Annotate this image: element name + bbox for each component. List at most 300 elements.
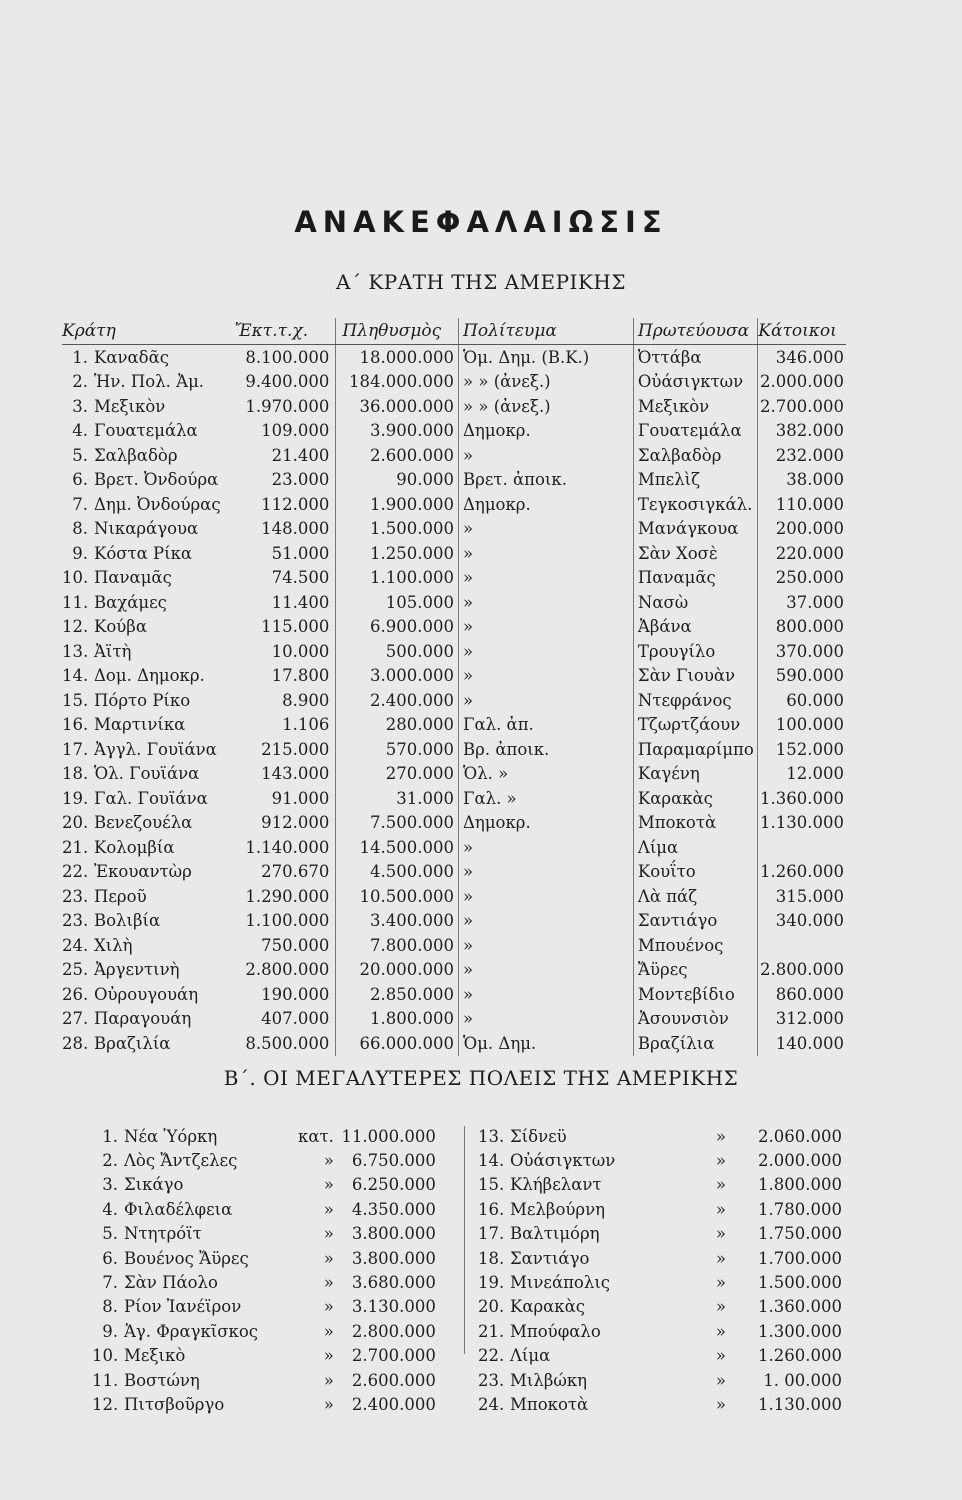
state-capital: Λίμα: [633, 835, 757, 860]
city-number: 18.: [478, 1248, 505, 1268]
city-number: 20.: [478, 1297, 505, 1317]
state-population: 4.500.000: [336, 860, 459, 885]
city-name: Καρακὰς: [510, 1297, 586, 1317]
city-name: Κλήβελαντ: [510, 1175, 602, 1195]
state-inhabitants: 2.700.000: [760, 396, 844, 416]
state-government: Ὁλ. »: [459, 762, 634, 787]
city-unit: »: [323, 1394, 334, 1414]
city-unit: »: [323, 1346, 334, 1366]
state-name: Βαχάμες: [94, 592, 167, 612]
state-inhabitants: 60.000: [786, 690, 844, 710]
state-name: Βρετ. Ὀνδούρα: [94, 470, 219, 490]
state-government: »: [459, 884, 634, 909]
state-row: [62, 786, 846, 811]
city-row: [478, 1124, 842, 1148]
state-number: 8.: [72, 519, 88, 539]
state-name: Κούβα: [94, 617, 147, 637]
state-name: Οὐρουγουάη: [94, 984, 199, 1004]
city-name-cell: [92, 1270, 298, 1294]
state-number: 11.: [62, 592, 89, 612]
state-name-cell: [62, 566, 229, 591]
city-population: 3.680.000: [351, 1273, 436, 1293]
state-row: [62, 517, 846, 542]
city-unit: κατ.: [298, 1126, 334, 1146]
city-number: 16.: [478, 1199, 505, 1219]
city-population: 1.700.000: [758, 1248, 842, 1268]
state-area: 8.900: [229, 688, 336, 713]
state-row: [62, 419, 846, 444]
state-population: 500.000: [336, 639, 459, 664]
city-name-cell: [478, 1368, 706, 1392]
city-number: 3.: [102, 1175, 118, 1195]
state-population: 1.100.000: [336, 566, 459, 591]
state-name-cell: [62, 615, 229, 640]
city-population: 11.000.000: [341, 1126, 436, 1146]
state-population: 6.900.000: [336, 615, 459, 640]
state-row: [62, 1031, 846, 1056]
state-population: 66.000.000: [336, 1031, 459, 1056]
city-unit: »: [715, 1126, 726, 1146]
city-number: 2.: [102, 1151, 118, 1171]
state-number: 20.: [62, 813, 89, 833]
state-area: 8.500.000: [229, 1031, 336, 1056]
state-row: [62, 590, 846, 615]
state-row: [62, 982, 846, 1007]
city-name: Μινεάπολις: [510, 1273, 611, 1293]
state-area: 1.140.000: [229, 835, 336, 860]
state-name: Ὁλ. Γουϊάνα: [94, 764, 200, 784]
state-inhabitants: 590.000: [775, 666, 844, 686]
city-row: [478, 1270, 842, 1294]
city-population: 2.600.000: [351, 1370, 436, 1390]
state-name-cell: [62, 345, 229, 370]
state-government: Βρ. ἀποικ.: [459, 737, 634, 762]
state-population: 3.900.000: [336, 419, 459, 444]
state-name: Χιλὴ: [94, 935, 133, 955]
state-row: [62, 664, 846, 689]
city-population: 1.260.000: [758, 1346, 842, 1366]
state-population: 18.000.000: [336, 345, 459, 370]
state-inhabitants: 140.000: [775, 1033, 844, 1053]
state-area: 9.400.000: [229, 370, 336, 395]
city-name-cell: [92, 1197, 298, 1221]
state-government: Δημοκρ.: [459, 492, 634, 517]
city-number: 17.: [478, 1224, 505, 1244]
state-capital: Γουατεμάλα: [633, 419, 757, 444]
header-population: Πληθυσμὸς: [336, 318, 459, 345]
city-row: [478, 1319, 842, 1343]
state-capital: Ἀσουνσιὸν: [633, 1007, 757, 1032]
state-number: 27.: [62, 1009, 89, 1029]
city-name: Πιτσβοῦργο: [124, 1394, 225, 1414]
state-row: [62, 468, 846, 493]
state-area: 112.000: [229, 492, 336, 517]
header-area: Ἔκτ.τ.χ.: [229, 318, 336, 345]
state-row: [62, 345, 846, 370]
city-name-cell: [92, 1246, 298, 1270]
city-name-cell: [92, 1295, 298, 1319]
city-name-cell: [92, 1319, 298, 1343]
city-number: 5.: [102, 1224, 118, 1244]
state-number: 4.: [72, 421, 88, 441]
state-capital: Τζωρτζάουν: [633, 713, 757, 738]
state-number: 12.: [62, 617, 89, 637]
city-number: 4.: [102, 1199, 118, 1219]
state-name: Περοῦ: [94, 886, 147, 906]
state-number: 9.: [72, 543, 88, 563]
city-population: 2.700.000: [351, 1346, 436, 1366]
state-name: Πόρτο Ρίκο: [94, 690, 191, 710]
state-area: 215.000: [229, 737, 336, 762]
state-number: 25.: [62, 960, 89, 980]
state-inhabitants: 100.000: [775, 715, 844, 735]
city-number: 9.: [102, 1321, 118, 1341]
state-number: 21.: [62, 837, 89, 857]
city-row: [478, 1344, 842, 1368]
city-population: 4.350.000: [351, 1199, 436, 1219]
state-inhabitants: [758, 835, 846, 860]
state-capital: Ντεφράνος: [633, 688, 757, 713]
state-name-cell: [62, 492, 229, 517]
state-name: Γουατεμάλα: [94, 421, 198, 441]
city-number: 8.: [102, 1297, 118, 1317]
state-number: 22.: [62, 862, 89, 882]
state-inhabitants: 2.800.000: [760, 960, 844, 980]
state-number: 24.: [62, 935, 89, 955]
city-row: [92, 1148, 436, 1172]
state-inhabitants: 232.000: [775, 445, 844, 465]
state-number: 26.: [62, 984, 89, 1004]
state-area: 21.400: [229, 443, 336, 468]
state-capital: Μοντεβίδιο: [633, 982, 757, 1007]
city-row: [92, 1246, 436, 1270]
city-row: [92, 1392, 436, 1416]
state-inhabitants: 38.000: [786, 470, 844, 490]
state-name-cell: [62, 811, 229, 836]
state-inhabitants: 346.000: [775, 347, 844, 367]
state-name-cell: [62, 786, 229, 811]
state-government: »: [459, 982, 634, 1007]
city-population: 2.400.000: [351, 1394, 436, 1414]
city-number: 7.: [102, 1273, 118, 1293]
state-government: »: [459, 615, 634, 640]
state-population: 270.000: [336, 762, 459, 787]
state-number: 5.: [72, 445, 88, 465]
state-area: 1.100.000: [229, 909, 336, 934]
state-capital: Καρακὰς: [633, 786, 757, 811]
city-name: Λίμα: [510, 1346, 551, 1366]
city-name-cell: [478, 1148, 706, 1172]
state-capital: Λὰ πάζ: [633, 884, 757, 909]
state-number: 28.: [62, 1033, 89, 1053]
city-name: Σαντιάγο: [510, 1248, 590, 1268]
city-population: 1. 00.000: [763, 1370, 842, 1390]
state-row: [62, 860, 846, 885]
state-government: »: [459, 541, 634, 566]
city-row: [478, 1368, 842, 1392]
city-unit: »: [323, 1199, 334, 1219]
city-number: 12.: [92, 1394, 119, 1414]
state-name-cell: [62, 639, 229, 664]
city-row: [478, 1197, 842, 1221]
city-name-cell: [92, 1368, 298, 1392]
state-name-cell: [62, 762, 229, 787]
state-area: 115.000: [229, 615, 336, 640]
state-name: Ἀϊτὴ: [94, 641, 132, 661]
city-name-cell: [478, 1124, 706, 1148]
state-area: 190.000: [229, 982, 336, 1007]
state-population: 3.000.000: [336, 664, 459, 689]
state-name-cell: [62, 958, 229, 983]
page-title: ΑΝΑΚΕΦΑΛΑΙΩΣΙΣ: [294, 205, 668, 239]
state-row: [62, 566, 846, 591]
state-name-cell: [62, 517, 229, 542]
state-population: 31.000: [336, 786, 459, 811]
state-name: Μαρτινίκα: [94, 715, 186, 735]
state-name: Βενεζουέλα: [94, 813, 193, 833]
city-name: Μπούφαλο: [510, 1321, 601, 1341]
state-inhabitants: 340.000: [775, 911, 844, 931]
city-row: [92, 1368, 436, 1392]
state-name-cell: [62, 1007, 229, 1032]
state-name: Ἡν. Πολ. Ἀμ.: [94, 372, 205, 392]
state-name: Μεξικὸν: [94, 396, 166, 416]
city-population: 1.360.000: [758, 1297, 842, 1317]
header-government: Πολίτευμα: [459, 318, 634, 345]
state-population: 10.500.000: [336, 884, 459, 909]
state-area: 912.000: [229, 811, 336, 836]
state-government: »: [459, 664, 634, 689]
header-capital: Πρωτεύουσα: [633, 318, 757, 345]
state-population: 14.500.000: [336, 835, 459, 860]
city-name: Ντητρόϊτ: [124, 1224, 202, 1244]
city-unit: »: [715, 1151, 726, 1171]
city-name: Βαλτιμόρη: [510, 1224, 600, 1244]
city-number: 19.: [478, 1273, 505, 1293]
state-name: Βολιβία: [94, 911, 161, 931]
state-area: 23.000: [229, 468, 336, 493]
state-name: Σαλβαδὸρ: [94, 445, 178, 465]
state-government: »: [459, 933, 634, 958]
state-population: 1.500.000: [336, 517, 459, 542]
state-population: 570.000: [336, 737, 459, 762]
state-government: »: [459, 639, 634, 664]
city-row: [92, 1124, 436, 1148]
state-name: Ἐκουαντὼρ: [94, 862, 192, 882]
state-inhabitants: 152.000: [775, 739, 844, 759]
city-number: 14.: [478, 1151, 505, 1171]
state-government: »: [459, 835, 634, 860]
city-unit: »: [715, 1248, 726, 1268]
state-capital: Τεγκοσιγκάλ.: [633, 492, 757, 517]
city-unit: »: [323, 1321, 334, 1341]
state-population: 20.000.000: [336, 958, 459, 983]
state-capital: Βραζίλια: [633, 1031, 757, 1056]
state-name: Δομ. Δημοκρ.: [94, 666, 205, 686]
state-row: [62, 933, 846, 958]
state-government: »: [459, 958, 634, 983]
city-row: [92, 1319, 436, 1343]
state-capital: Σὰν Χοσὲ: [633, 541, 757, 566]
state-inhabitants: 37.000: [786, 592, 844, 612]
state-area: 10.000: [229, 639, 336, 664]
city-number: 6.: [102, 1248, 118, 1268]
header-state: Κράτη: [62, 318, 229, 345]
state-inhabitants: 1.260.000: [760, 862, 844, 882]
state-name-cell: [62, 590, 229, 615]
state-number: 16.: [62, 715, 89, 735]
city-name: Μεξικὸ: [124, 1346, 186, 1366]
city-row: [478, 1148, 842, 1172]
city-number: 15.: [478, 1175, 505, 1195]
state-row: [62, 688, 846, 713]
city-unit: »: [715, 1273, 726, 1293]
state-capital: Νασὼ: [633, 590, 757, 615]
state-population: 2.400.000: [336, 688, 459, 713]
state-number: 23.: [62, 886, 89, 906]
state-capital: Σαλβαδὸρ: [633, 443, 757, 468]
city-number: 13.: [478, 1126, 505, 1146]
state-area: 11.400: [229, 590, 336, 615]
state-name-cell: [62, 835, 229, 860]
state-number: 2.: [72, 372, 88, 392]
state-area: 91.000: [229, 786, 336, 811]
section-b-heading: Β΄. ΟΙ ΜΕΓΑΛΥΤΕΡΕΣ ΠΟΛΕΙΣ ΤΗΣ ΑΜΕΡΙΚΗΣ: [223, 1066, 739, 1090]
city-name-cell: [92, 1392, 298, 1416]
state-capital: Παναμᾶς: [633, 566, 757, 591]
city-name: Σὰν Πάολο: [124, 1273, 218, 1293]
state-name: Νικαράγουα: [94, 519, 199, 539]
header-inhabitants: Κάτοικοι: [758, 318, 846, 345]
city-unit: »: [323, 1151, 334, 1171]
state-area: 51.000: [229, 541, 336, 566]
city-unit: »: [715, 1199, 726, 1219]
state-name-cell: [62, 688, 229, 713]
city-name-cell: [478, 1270, 706, 1294]
city-number: 10.: [92, 1346, 119, 1366]
state-number: 1.: [72, 347, 88, 367]
state-government: Γαλ. »: [459, 786, 634, 811]
state-area: 1.290.000: [229, 884, 336, 909]
cities-right-table: [478, 1124, 842, 1417]
state-number: 23.: [62, 911, 89, 931]
state-population: 184.000.000: [336, 370, 459, 395]
city-row: [92, 1270, 436, 1294]
state-row: [62, 639, 846, 664]
state-name-cell: [62, 370, 229, 395]
city-unit: »: [323, 1297, 334, 1317]
state-name-cell: [62, 982, 229, 1007]
section-a-heading: Α΄ ΚΡΑΤΗ ΤΗΣ ΑΜΕΡΙΚΗΣ: [336, 270, 626, 294]
state-area: 1.106: [229, 713, 336, 738]
city-row: [478, 1173, 842, 1197]
city-unit: »: [323, 1224, 334, 1244]
state-name: Καναδᾶς: [94, 347, 169, 367]
state-capital: Μποκοτὰ: [633, 811, 757, 836]
state-government: »: [459, 909, 634, 934]
city-number: 24.: [478, 1394, 505, 1414]
state-name-cell: [62, 713, 229, 738]
state-area: 1.970.000: [229, 394, 336, 419]
city-unit: »: [715, 1321, 726, 1341]
city-population: 1.780.000: [758, 1199, 842, 1219]
state-row: [62, 909, 846, 934]
city-row: [92, 1173, 436, 1197]
state-row: [62, 541, 846, 566]
state-inhabitants: 1.130.000: [760, 813, 844, 833]
state-population: 280.000: [336, 713, 459, 738]
state-capital: Μπελὶζ: [633, 468, 757, 493]
city-population: 2.800.000: [351, 1321, 436, 1341]
state-capital: Παραμαρίμπο: [633, 737, 757, 762]
city-population: 1.800.000: [758, 1175, 842, 1195]
state-row: [62, 958, 846, 983]
state-population: 1.800.000: [336, 1007, 459, 1032]
state-row: [62, 811, 846, 836]
state-number: 14.: [62, 666, 89, 686]
city-name: Ρίον Ἰανέϊρον: [124, 1297, 242, 1317]
city-name-cell: [478, 1344, 706, 1368]
state-name-cell: [62, 394, 229, 419]
state-population: 7.800.000: [336, 933, 459, 958]
city-name-cell: [478, 1173, 706, 1197]
city-population: 2.000.000: [758, 1151, 842, 1171]
state-inhabitants: 12.000: [786, 764, 844, 784]
state-name-cell: [62, 933, 229, 958]
state-area: 8.100.000: [229, 345, 336, 370]
state-area: 17.800: [229, 664, 336, 689]
state-capital: Μπουένος: [633, 933, 757, 958]
city-row: [478, 1222, 842, 1246]
state-row: [62, 713, 846, 738]
state-capital: Ὀττάβα: [633, 345, 757, 370]
state-population: 2.850.000: [336, 982, 459, 1007]
city-unit: »: [715, 1394, 726, 1414]
state-name: Παραγουάη: [94, 1009, 192, 1029]
state-inhabitants: 382.000: [775, 421, 844, 441]
state-capital: Τρουγίλο: [633, 639, 757, 664]
state-area: 407.000: [229, 1007, 336, 1032]
state-inhabitants: 250.000: [775, 568, 844, 588]
city-unit: »: [715, 1346, 726, 1366]
state-row: [62, 370, 846, 395]
city-number: 1.: [102, 1126, 118, 1146]
city-row: [92, 1344, 436, 1368]
state-government: »: [459, 1007, 634, 1032]
city-population: 6.250.000: [351, 1175, 436, 1195]
city-population: 3.800.000: [351, 1224, 436, 1244]
state-name: Κόστα Ρίκα: [94, 543, 193, 563]
city-population: 1.500.000: [758, 1273, 842, 1293]
state-number: 17.: [62, 739, 89, 759]
state-name-cell: [62, 1031, 229, 1056]
state-inhabitants: 800.000: [775, 617, 844, 637]
state-row: [62, 737, 846, 762]
state-area: 74.500: [229, 566, 336, 591]
city-name: Σικάγο: [124, 1175, 184, 1195]
city-name: Μιλβώκη: [510, 1370, 588, 1390]
state-name: Ἀργεντινὴ: [94, 960, 180, 980]
city-population: 3.800.000: [351, 1248, 436, 1268]
state-inhabitants: 110.000: [775, 494, 844, 514]
state-area: 270.670: [229, 860, 336, 885]
state-government: »: [459, 566, 634, 591]
state-government: Ὁμ. Δημ.: [459, 1031, 634, 1056]
state-government: »: [459, 517, 634, 542]
city-name-cell: [478, 1392, 706, 1416]
state-capital: Οὐάσιγκτων: [633, 370, 757, 395]
column-divider: [464, 1126, 465, 1354]
